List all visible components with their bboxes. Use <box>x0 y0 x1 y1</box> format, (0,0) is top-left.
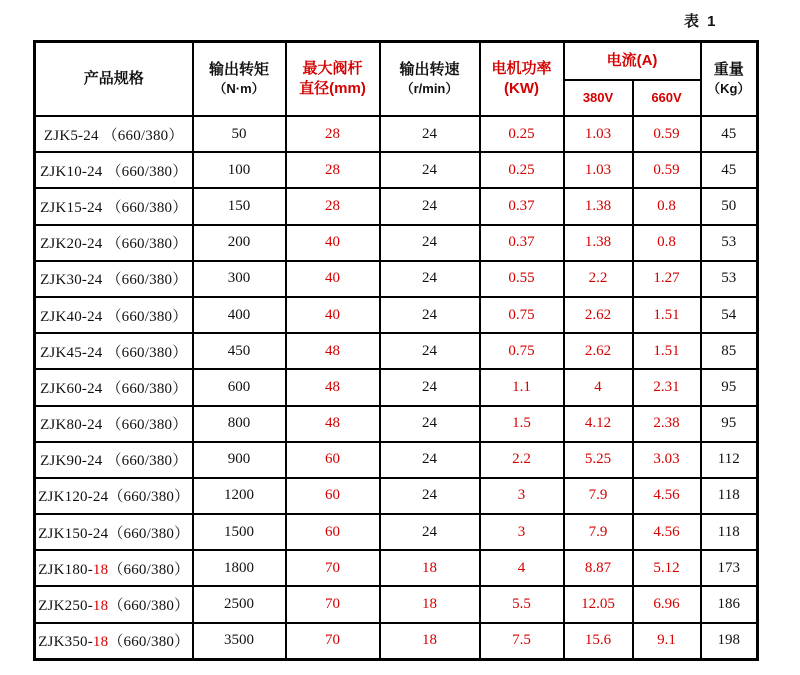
model-voltage-suffix: （660/380） <box>108 598 190 615</box>
stem-diameter-cell: 28 <box>286 152 380 188</box>
table-row <box>35 152 758 188</box>
stem-diameter-cell: 70 <box>286 623 380 660</box>
current-660v-cell: 1.51 <box>633 333 701 369</box>
motor-power-cell: 5.5 <box>480 586 564 622</box>
motor-power-cell: 4 <box>480 550 564 586</box>
stem-diameter-cell: 70 <box>286 550 380 586</box>
table-row <box>35 406 758 442</box>
current-660v-cell: 1.27 <box>633 261 701 297</box>
weight-cell: 173 <box>701 550 758 586</box>
col-header-product-label: 产品规格 <box>83 69 144 87</box>
model-cell <box>35 442 193 478</box>
model-cell <box>35 514 193 550</box>
model-voltage-suffix: （660/380） <box>106 417 188 434</box>
model-text: ZJK5-24 <box>43 127 103 144</box>
table-caption: 表 1 <box>684 13 718 30</box>
current-380v-cell: 5.25 <box>564 442 633 478</box>
motor-power-cell: 3 <box>480 514 564 550</box>
motor-power-cell: 2.2 <box>480 442 564 478</box>
torque-cell: 300 <box>193 261 286 297</box>
model-cell <box>35 550 193 586</box>
model-voltage-suffix: （660/380） <box>106 163 188 180</box>
weight-cell: 53 <box>701 261 758 297</box>
spec-table-body <box>35 116 758 659</box>
torque-cell: 100 <box>193 152 286 188</box>
current-380v-cell: 12.05 <box>564 586 633 622</box>
current-660v-cell: 6.96 <box>633 586 701 622</box>
model-text: ZJK120-24 <box>38 489 109 506</box>
motor-power-cell: 3 <box>480 478 564 514</box>
weight-cell: 95 <box>701 369 758 405</box>
weight-cell: 198 <box>701 623 758 660</box>
stem-diameter-cell: 60 <box>286 442 380 478</box>
model-text: ZJK10-24 <box>40 163 107 180</box>
col-header-current: 电流(A) <box>564 42 701 81</box>
speed-cell: 24 <box>380 333 480 369</box>
col-header-torque: 输出转矩 （N·m） <box>193 42 286 117</box>
col-header-motor-power: 电机功率 (KW) <box>480 42 564 117</box>
model-voltage-suffix: （660/380） <box>102 127 184 144</box>
current-380v-cell: 1.38 <box>564 225 633 261</box>
col-header-weight: 重量 （Kg） <box>701 42 758 117</box>
model-text: ZJK90-24 <box>40 453 107 470</box>
current-380v-cell: 15.6 <box>564 623 633 660</box>
motor-power-cell: 0.37 <box>480 188 564 224</box>
motor-power-cell: 0.75 <box>480 333 564 369</box>
model-text: ZJK20-24 <box>40 236 107 253</box>
stem-diameter-cell: 40 <box>286 225 380 261</box>
stem-diameter-cell: 48 <box>286 369 380 405</box>
current-380v-cell: 2.62 <box>564 333 633 369</box>
table-row <box>35 623 758 660</box>
model-cell <box>35 261 193 297</box>
speed-cell: 24 <box>380 261 480 297</box>
model-cell <box>35 297 193 333</box>
table-row <box>35 297 758 333</box>
model-voltage-suffix: （660/380） <box>106 308 188 325</box>
table-row <box>35 261 758 297</box>
model-text: ZJK350- <box>38 634 93 651</box>
motor-power-cell: 7.5 <box>480 623 564 660</box>
stem-diameter-cell: 70 <box>286 586 380 622</box>
table-row <box>35 586 758 622</box>
speed-cell: 24 <box>380 297 480 333</box>
model-cell <box>35 406 193 442</box>
current-380v-cell: 7.9 <box>564 478 633 514</box>
torque-cell: 900 <box>193 442 286 478</box>
weight-cell: 118 <box>701 514 758 550</box>
speed-cell: 24 <box>380 478 480 514</box>
current-380v-cell: 2.62 <box>564 297 633 333</box>
model-cell <box>35 478 193 514</box>
model-voltage-suffix: （660/380） <box>108 489 190 506</box>
current-660v-cell: 0.59 <box>633 116 701 152</box>
speed-cell: 18 <box>380 623 480 660</box>
speed-cell: 18 <box>380 550 480 586</box>
weight-cell: 53 <box>701 225 758 261</box>
col-header-product <box>35 42 193 117</box>
current-660v-cell: 2.31 <box>633 369 701 405</box>
current-660v-cell: 4.56 <box>633 514 701 550</box>
speed-cell: 24 <box>380 152 480 188</box>
stem-diameter-cell: 28 <box>286 188 380 224</box>
speed-cell: 24 <box>380 406 480 442</box>
model-cell <box>35 152 193 188</box>
stem-diameter-cell: 28 <box>286 116 380 152</box>
current-380v-cell: 4.12 <box>564 406 633 442</box>
model-speed-suffix: 18 <box>92 598 109 615</box>
model-voltage-suffix: （660/380） <box>106 380 188 397</box>
torque-cell: 150 <box>193 188 286 224</box>
table-row <box>35 369 758 405</box>
col-header-380v: 380V <box>564 80 633 116</box>
speed-cell: 24 <box>380 225 480 261</box>
motor-power-cell: 0.37 <box>480 225 564 261</box>
current-380v-cell: 7.9 <box>564 514 633 550</box>
model-voltage-suffix: （660/380） <box>108 561 190 578</box>
current-380v-cell: 1.03 <box>564 152 633 188</box>
weight-cell: 45 <box>701 116 758 152</box>
model-cell <box>35 333 193 369</box>
model-voltage-suffix: （660/380） <box>106 199 188 216</box>
model-text: ZJK45-24 <box>40 344 107 361</box>
torque-cell: 1200 <box>193 478 286 514</box>
torque-cell: 2500 <box>193 586 286 622</box>
weight-cell: 45 <box>701 152 758 188</box>
speed-cell: 24 <box>380 442 480 478</box>
model-text: ZJK250- <box>38 598 93 615</box>
current-660v-cell: 0.59 <box>633 152 701 188</box>
col-header-speed: 输出转速 （r/min） <box>380 42 480 117</box>
current-380v-cell: 4 <box>564 369 633 405</box>
torque-cell: 50 <box>193 116 286 152</box>
table-row <box>35 550 758 586</box>
model-voltage-suffix: （660/380） <box>108 634 190 651</box>
weight-cell: 112 <box>701 442 758 478</box>
table-row <box>35 116 758 152</box>
table-row <box>35 333 758 369</box>
torque-cell: 800 <box>193 406 286 442</box>
table-row <box>35 442 758 478</box>
current-660v-cell: 4.56 <box>633 478 701 514</box>
model-text: ZJK60-24 <box>40 380 107 397</box>
table-row <box>35 225 758 261</box>
model-cell <box>35 188 193 224</box>
torque-cell: 600 <box>193 369 286 405</box>
weight-cell: 54 <box>701 297 758 333</box>
current-660v-cell: 9.1 <box>633 623 701 660</box>
stem-diameter-cell: 40 <box>286 261 380 297</box>
torque-cell: 200 <box>193 225 286 261</box>
model-cell <box>35 586 193 622</box>
model-voltage-suffix: （660/380） <box>106 453 188 470</box>
weight-cell: 186 <box>701 586 758 622</box>
current-380v-cell: 2.2 <box>564 261 633 297</box>
current-660v-cell: 0.8 <box>633 225 701 261</box>
torque-cell: 1800 <box>193 550 286 586</box>
spec-table <box>33 40 759 661</box>
table-row <box>35 188 758 224</box>
motor-power-cell: 0.55 <box>480 261 564 297</box>
stem-diameter-cell: 60 <box>286 478 380 514</box>
table-header <box>35 42 758 117</box>
motor-power-cell: 0.25 <box>480 152 564 188</box>
model-text: ZJK80-24 <box>40 417 107 434</box>
speed-cell: 24 <box>380 514 480 550</box>
current-660v-cell: 5.12 <box>633 550 701 586</box>
model-text: ZJK30-24 <box>40 272 107 289</box>
table-row <box>35 514 758 550</box>
weight-cell: 85 <box>701 333 758 369</box>
torque-cell: 1500 <box>193 514 286 550</box>
stem-diameter-cell: 60 <box>286 514 380 550</box>
motor-power-cell: 1.5 <box>480 406 564 442</box>
model-voltage-suffix: （660/380） <box>108 525 190 542</box>
current-660v-cell: 1.51 <box>633 297 701 333</box>
model-cell <box>35 369 193 405</box>
speed-cell: 18 <box>380 586 480 622</box>
weight-cell: 118 <box>701 478 758 514</box>
model-speed-suffix: 18 <box>92 561 109 578</box>
speed-cell: 24 <box>380 188 480 224</box>
model-cell <box>35 225 193 261</box>
torque-cell: 3500 <box>193 623 286 660</box>
model-text: ZJK15-24 <box>40 199 107 216</box>
weight-cell: 95 <box>701 406 758 442</box>
current-660v-cell: 3.03 <box>633 442 701 478</box>
speed-cell: 24 <box>380 116 480 152</box>
motor-power-cell: 0.75 <box>480 297 564 333</box>
model-voltage-suffix: （660/380） <box>106 272 188 289</box>
col-header-stem-diameter: 最大阀杆 直径(mm) <box>286 42 380 117</box>
model-voltage-suffix: （660/380） <box>106 344 188 361</box>
torque-cell: 400 <box>193 297 286 333</box>
model-text: ZJK180- <box>38 561 93 578</box>
model-cell <box>35 116 193 152</box>
stem-diameter-cell: 40 <box>286 297 380 333</box>
stem-diameter-cell: 48 <box>286 406 380 442</box>
current-660v-cell: 2.38 <box>633 406 701 442</box>
speed-cell: 24 <box>380 369 480 405</box>
current-660v-cell: 0.8 <box>633 188 701 224</box>
motor-power-cell: 1.1 <box>480 369 564 405</box>
model-text: ZJK150-24 <box>38 525 109 542</box>
table-row <box>35 478 758 514</box>
current-380v-cell: 1.38 <box>564 188 633 224</box>
stem-diameter-cell: 48 <box>286 333 380 369</box>
motor-power-cell: 0.25 <box>480 116 564 152</box>
model-voltage-suffix: （660/380） <box>106 236 188 253</box>
model-cell <box>35 623 193 660</box>
weight-cell: 50 <box>701 188 758 224</box>
model-text: ZJK40-24 <box>40 308 107 325</box>
current-380v-cell: 1.03 <box>564 116 633 152</box>
model-speed-suffix: 18 <box>92 634 109 651</box>
col-header-660v: 660V <box>633 80 701 116</box>
current-380v-cell: 8.87 <box>564 550 633 586</box>
torque-cell: 450 <box>193 333 286 369</box>
